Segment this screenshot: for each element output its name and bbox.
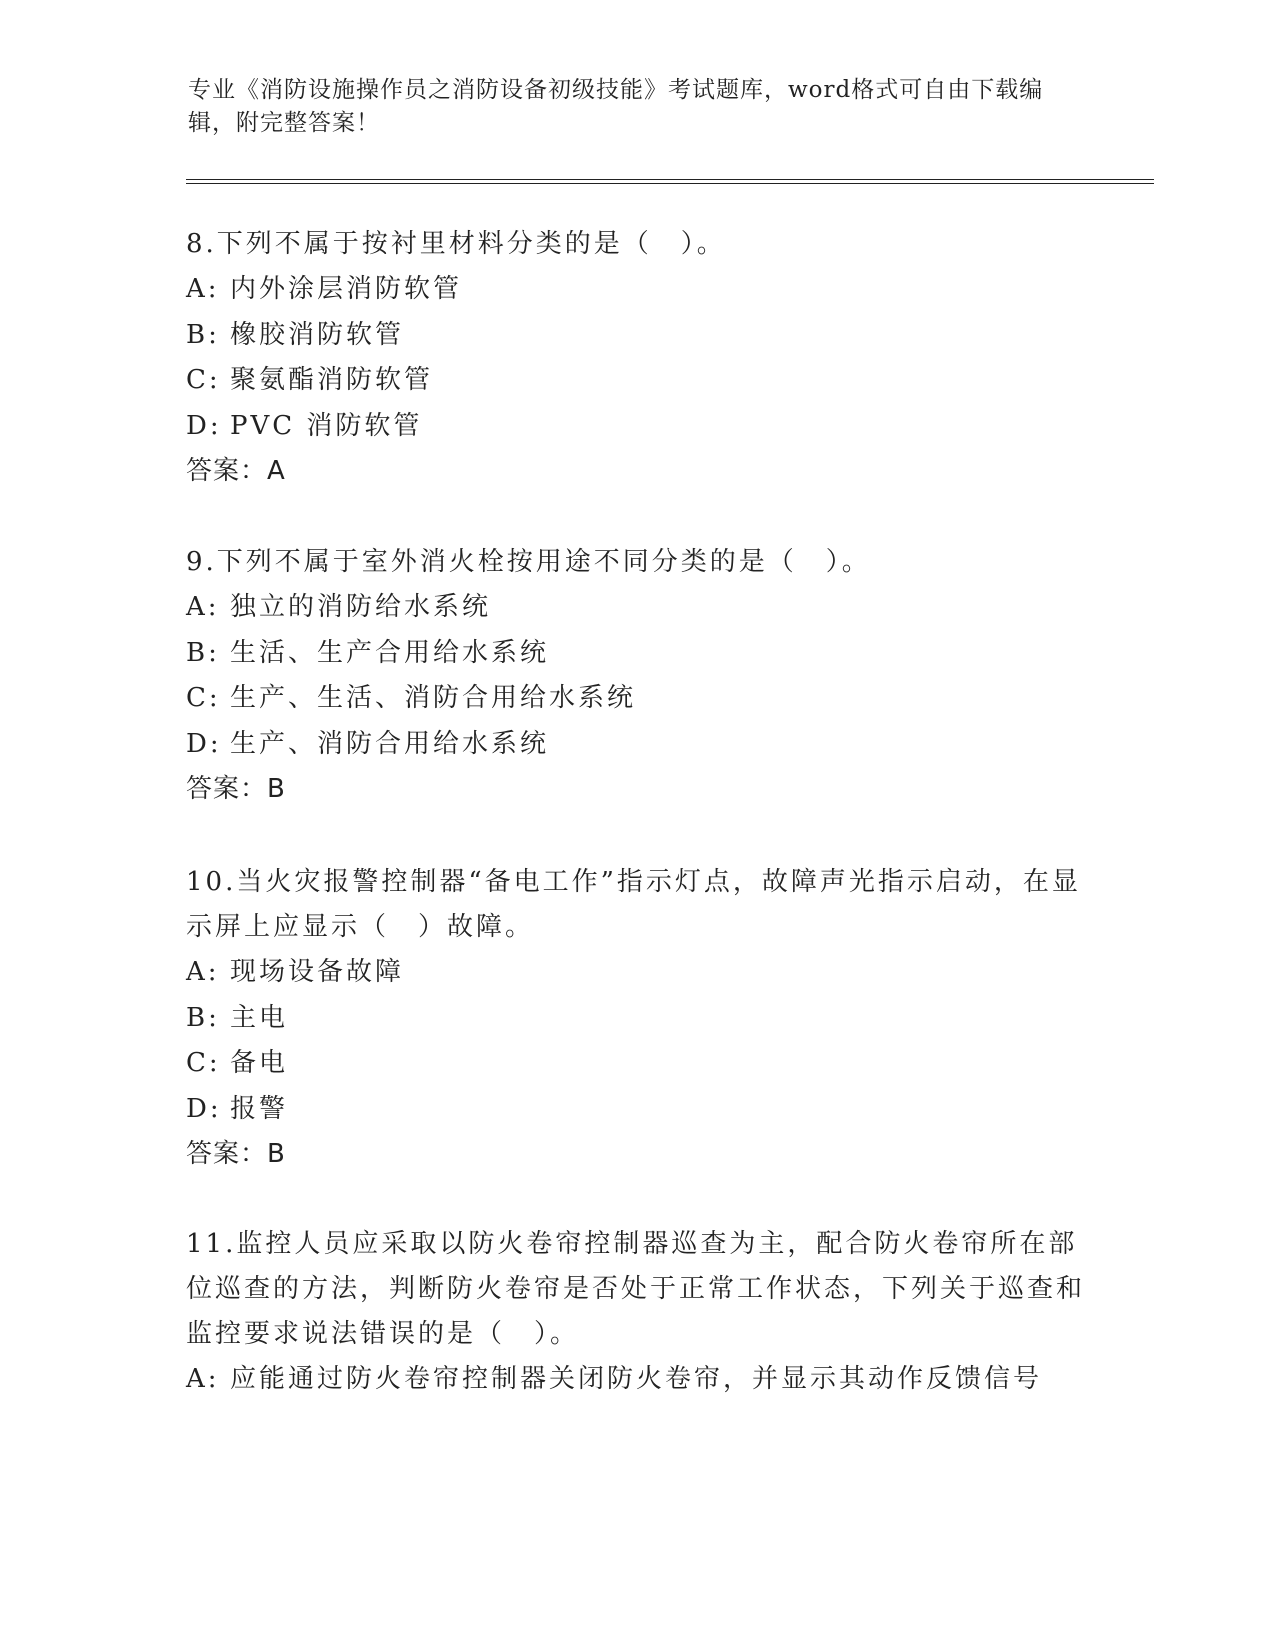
option-a xyxy=(186,950,1086,996)
option-letter: D: xyxy=(186,728,222,759)
question-stem: 11.监控人员应采取以防火卷帘控制器巡查为主，配合防火卷帘所在部位巡查的方法，判断防火卷帘是否处于正常工作状态，下列关于巡查和监控要求说法错误的是（ ）。 xyxy=(186,1229,1086,1349)
option-letter: C: xyxy=(186,683,221,713)
answer: 答案：A xyxy=(186,456,286,486)
option-c xyxy=(186,676,1086,722)
option-d xyxy=(186,1087,1086,1133)
question-11 xyxy=(186,1222,1086,1403)
option-d xyxy=(186,404,1086,450)
option-b xyxy=(186,313,1086,359)
option-d xyxy=(186,722,1086,768)
option-letter: A: xyxy=(186,957,220,987)
option-text: 内外涂层消防软管 xyxy=(230,274,463,304)
option-c xyxy=(186,1041,1086,1087)
question-stem: 10.当火灾报警控制器“备电工作”指示灯点，故障声光指示启动，在显示屏上应显示（ ）故障。 xyxy=(186,867,1081,942)
option-b xyxy=(186,996,1086,1042)
option-text: 备电 xyxy=(230,1048,289,1078)
option-letter: D: xyxy=(186,410,222,441)
document-header: 专业《消防设施操作员之消防设备初级技能》考试题库，word格式可自由下载编辑，附完整答案！ xyxy=(188,77,1044,136)
option-text: 独立的消防给水系统 xyxy=(230,592,492,622)
option-text: 橡胶消防软管 xyxy=(230,319,405,350)
option-letter: B: xyxy=(186,637,220,668)
option-a xyxy=(186,585,1086,631)
option-a xyxy=(186,1357,1086,1403)
question-10 xyxy=(186,860,1086,1177)
option-text: 生产、生活、消防合用给水系统 xyxy=(230,683,637,713)
question-stem: 9.下列不属于室外消火栓按用途不同分类的是（ ）。 xyxy=(186,547,871,577)
answer: 答案：B xyxy=(186,1139,286,1169)
question-8 xyxy=(186,222,1086,494)
option-text: 现场设备故障 xyxy=(230,957,405,987)
option-text: 报警 xyxy=(230,1093,289,1124)
option-letter: B: xyxy=(186,1002,220,1033)
option-letter: C: xyxy=(186,365,221,395)
option-letter: A: xyxy=(186,274,220,304)
header-divider-bottom xyxy=(186,183,1154,184)
option-letter: A: xyxy=(186,1364,220,1394)
answer: 答案：B xyxy=(186,774,286,804)
option-text: 主电 xyxy=(230,1002,289,1033)
question-stem: 8.下列不属于按衬里材料分类的是（ ）。 xyxy=(186,229,726,259)
option-letter: A: xyxy=(186,592,220,622)
option-letter: D: xyxy=(186,1093,222,1124)
option-text: 应能通过防火卷帘控制器关闭防火卷帘，并显示其动作反馈信号 xyxy=(230,1364,1043,1394)
option-c xyxy=(186,358,1086,404)
question-9 xyxy=(186,540,1086,812)
option-text: 聚氨酯消防软管 xyxy=(230,365,434,395)
option-b xyxy=(186,631,1086,677)
header-divider-top xyxy=(186,179,1154,180)
option-letter: C: xyxy=(186,1048,221,1078)
option-text: 生产、消防合用给水系统 xyxy=(230,728,550,759)
option-a xyxy=(186,267,1086,313)
option-text: PVC 消防软管 xyxy=(230,410,423,441)
option-text: 生活、生产合用给水系统 xyxy=(230,637,550,668)
option-letter: B: xyxy=(186,319,220,350)
